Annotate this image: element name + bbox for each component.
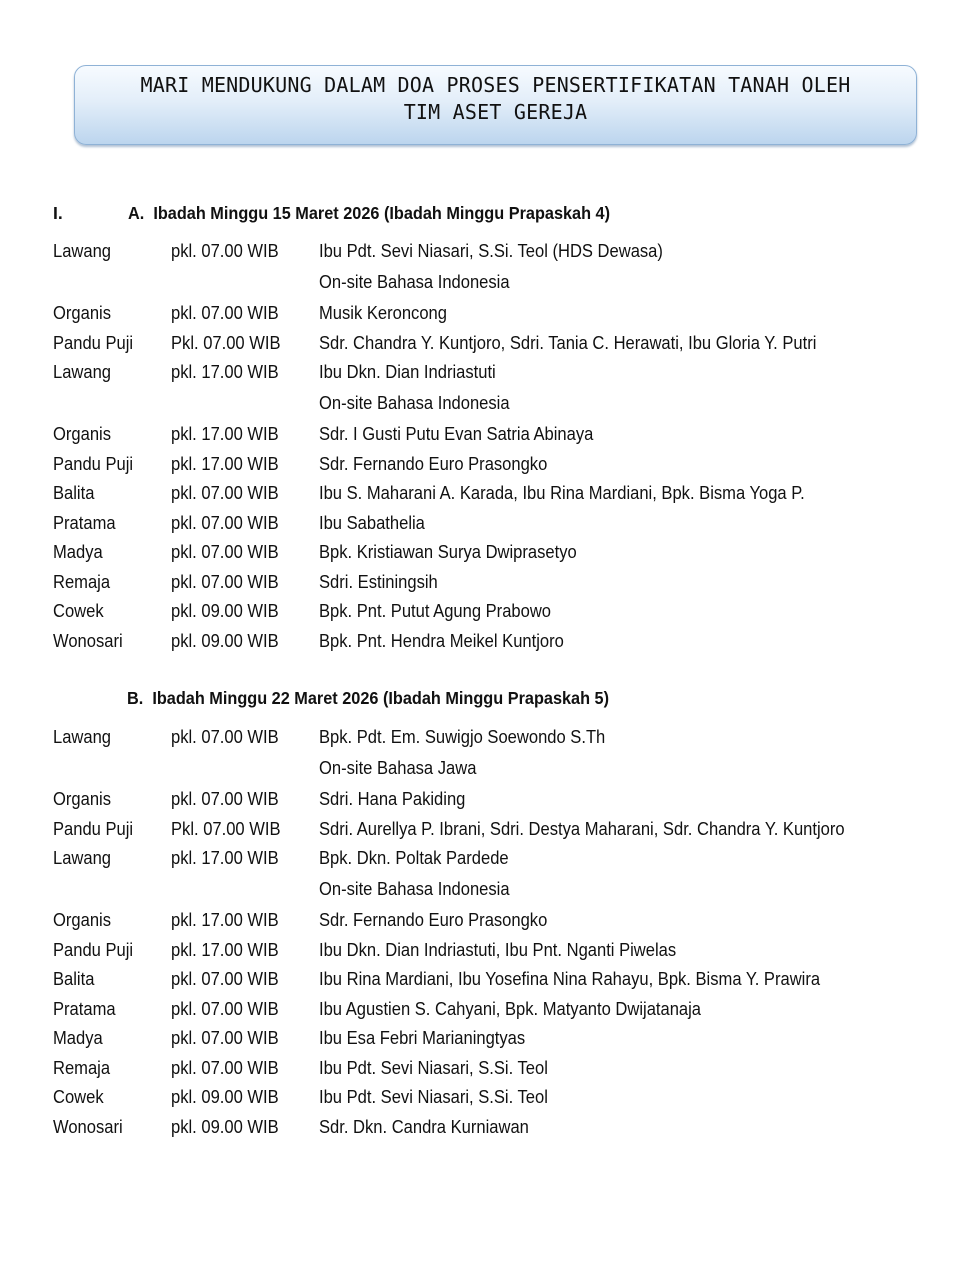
schedule-role: Pandu Puji	[53, 453, 134, 474]
schedule-time: pkl. 17.00 WIB	[171, 453, 279, 474]
schedule-time: pkl. 07.00 WIB	[171, 998, 279, 1019]
schedule-role: Lawang	[53, 241, 112, 261]
section-a-title: Ibadah Minggu 15 Maret 2026 (Ibadah Minggu Prapaskah 4)	[153, 203, 611, 223]
schedule-name: Ibu S. Maharani A. Karada, Ibu Rina Mardiani, Bpk. Bisma Yoga P.	[319, 483, 805, 503]
schedule-name: On-site Bahasa Jawa	[319, 758, 477, 778]
schedule-name: Bpk. Pnt. Hendra Meikel Kuntjoro	[319, 630, 564, 651]
schedule-time: Pkl. 07.00 WIB	[171, 332, 281, 353]
schedule-time: pkl. 07.00 WIB	[171, 303, 279, 323]
schedule-time: pkl. 07.00 WIB	[171, 1057, 279, 1078]
schedule-name: On-site Bahasa Indonesia	[319, 879, 510, 899]
schedule-time: pkl. 09.00 WIB	[171, 1116, 279, 1137]
schedule-role: Organis	[53, 424, 111, 444]
schedule-name: Bpk. Pnt. Putut Agung Prabowo	[319, 601, 551, 621]
banner-title-line-1: MARI MENDUKUNG DALAM DOA PROSES PENSERTIFIKATAN TANAH OLEH	[140, 73, 851, 97]
schedule-role: Remaja	[53, 571, 111, 592]
schedule-name: On-site Bahasa Indonesia	[319, 393, 510, 413]
schedule-time: pkl. 07.00 WIB	[171, 571, 279, 592]
schedule-time: pkl. 09.00 WIB	[171, 1087, 279, 1107]
schedule-name: Ibu Pdt. Sevi Niasari, S.Si. Teol	[319, 1057, 548, 1078]
schedule-role: Organis	[53, 303, 111, 323]
schedule-time: pkl. 09.00 WIB	[171, 630, 279, 651]
schedule-time: pkl. 07.00 WIB	[171, 1028, 279, 1048]
schedule-role: Pratama	[53, 998, 116, 1019]
section-a-heading	[128, 203, 610, 224]
schedule-time: pkl. 07.00 WIB	[171, 727, 279, 747]
schedule-name: Sdri. Hana Pakiding	[319, 789, 466, 809]
schedule-role: Pandu Puji	[53, 818, 134, 839]
schedule-name: Ibu Pdt. Sevi Niasari, S.Si. Teol (HDS Dewasa)	[319, 241, 663, 261]
schedule-name: Ibu Rina Mardiani, Ibu Yosefina Nina Rahayu, Bpk. Bisma Y. Prawira	[319, 969, 821, 989]
schedule-time: pkl. 17.00 WIB	[171, 362, 279, 382]
schedule-time: pkl. 17.00 WIB	[171, 939, 279, 960]
schedule-name: Bpk. Kristiawan Surya Dwiprasetyo	[319, 542, 577, 562]
schedule-name: Bpk. Pdt. Em. Suwigjo Soewondo S.Th	[319, 727, 606, 747]
schedule-name: Sdr. I Gusti Putu Evan Satria Abinaya	[319, 424, 594, 444]
section-b-title: Ibadah Minggu 22 Maret 2026 (Ibadah Minggu Prapaskah 5)	[152, 688, 610, 708]
schedule-time: pkl. 07.00 WIB	[171, 512, 279, 533]
schedule-time: pkl. 07.00 WIB	[171, 789, 279, 809]
schedule-name: Sdr. Dkn. Candra Kurniawan	[319, 1116, 529, 1137]
schedule-name: Ibu Pdt. Sevi Niasari, S.Si. Teol	[319, 1087, 548, 1107]
schedule-time: pkl. 07.00 WIB	[171, 542, 279, 562]
schedule-role: Pandu Puji	[53, 939, 134, 960]
section-b-heading	[127, 688, 609, 709]
schedule-role: Madya	[53, 542, 103, 562]
schedule-role: Pratama	[53, 512, 116, 533]
schedule-role: Balita	[53, 969, 95, 989]
schedule-name: Ibu Sabathelia	[319, 512, 425, 533]
schedule-role: Organis	[53, 910, 111, 930]
schedule-role: Lawang	[53, 848, 112, 868]
schedule-role: Lawang	[53, 727, 112, 747]
schedule-role: Remaja	[53, 1057, 111, 1078]
schedule-time: pkl. 09.00 WIB	[171, 601, 279, 621]
schedule-role: Lawang	[53, 362, 112, 382]
schedule-name: Sdri. Aurellya P. Ibrani, Sdri. Destya Maharani, Sdr. Chandra Y. Kuntjoro	[319, 818, 845, 839]
schedule-name: Sdr. Chandra Y. Kuntjoro, Sdri. Tania C. Herawati, Ibu Gloria Y. Putri	[319, 332, 817, 353]
schedule-time: pkl. 17.00 WIB	[171, 848, 279, 868]
section-number: I.	[53, 203, 63, 223]
schedule-role: Cowek	[53, 1087, 104, 1107]
schedule-role: Organis	[53, 789, 111, 809]
schedule-name: Ibu Agustien S. Cahyani, Bpk. Matyanto Dwijatanaja	[319, 998, 702, 1019]
schedule-role: Wonosari	[53, 1116, 123, 1137]
schedule-role: Balita	[53, 483, 95, 503]
schedule-name: Sdri. Estiningsih	[319, 571, 438, 592]
schedule-name: Ibu Dkn. Dian Indriastuti, Ibu Pnt. Nganti Piwelas	[319, 939, 677, 960]
schedule-name: On-site Bahasa Indonesia	[319, 272, 510, 292]
title-banner	[74, 65, 917, 145]
schedule-role: Madya	[53, 1028, 103, 1048]
schedule-time: Pkl. 07.00 WIB	[171, 818, 281, 839]
banner-title-line-2: TIM ASET GEREJA	[403, 100, 588, 124]
schedule-time: pkl. 17.00 WIB	[171, 910, 279, 930]
schedule-name: Sdr. Fernando Euro Prasongko	[319, 910, 548, 930]
schedule-name: Bpk. Dkn. Poltak Pardede	[319, 848, 509, 868]
schedule-role: Wonosari	[53, 630, 123, 651]
schedule-name: Ibu Dkn. Dian Indriastuti	[319, 362, 496, 382]
schedule-role: Pandu Puji	[53, 332, 134, 353]
schedule-name: Musik Keroncong	[319, 303, 447, 323]
schedule-time: pkl. 07.00 WIB	[171, 969, 279, 989]
schedule-name: Ibu Esa Febri Marianingtyas	[319, 1028, 526, 1048]
schedule-time: pkl. 07.00 WIB	[171, 483, 279, 503]
section-a-label: A.	[128, 203, 145, 223]
schedule-name: Sdr. Fernando Euro Prasongko	[319, 453, 548, 474]
schedule-time: pkl. 07.00 WIB	[171, 241, 279, 261]
schedule-time: pkl. 17.00 WIB	[171, 424, 279, 444]
schedule-role: Cowek	[53, 601, 104, 621]
section-b-label: B.	[127, 688, 144, 708]
